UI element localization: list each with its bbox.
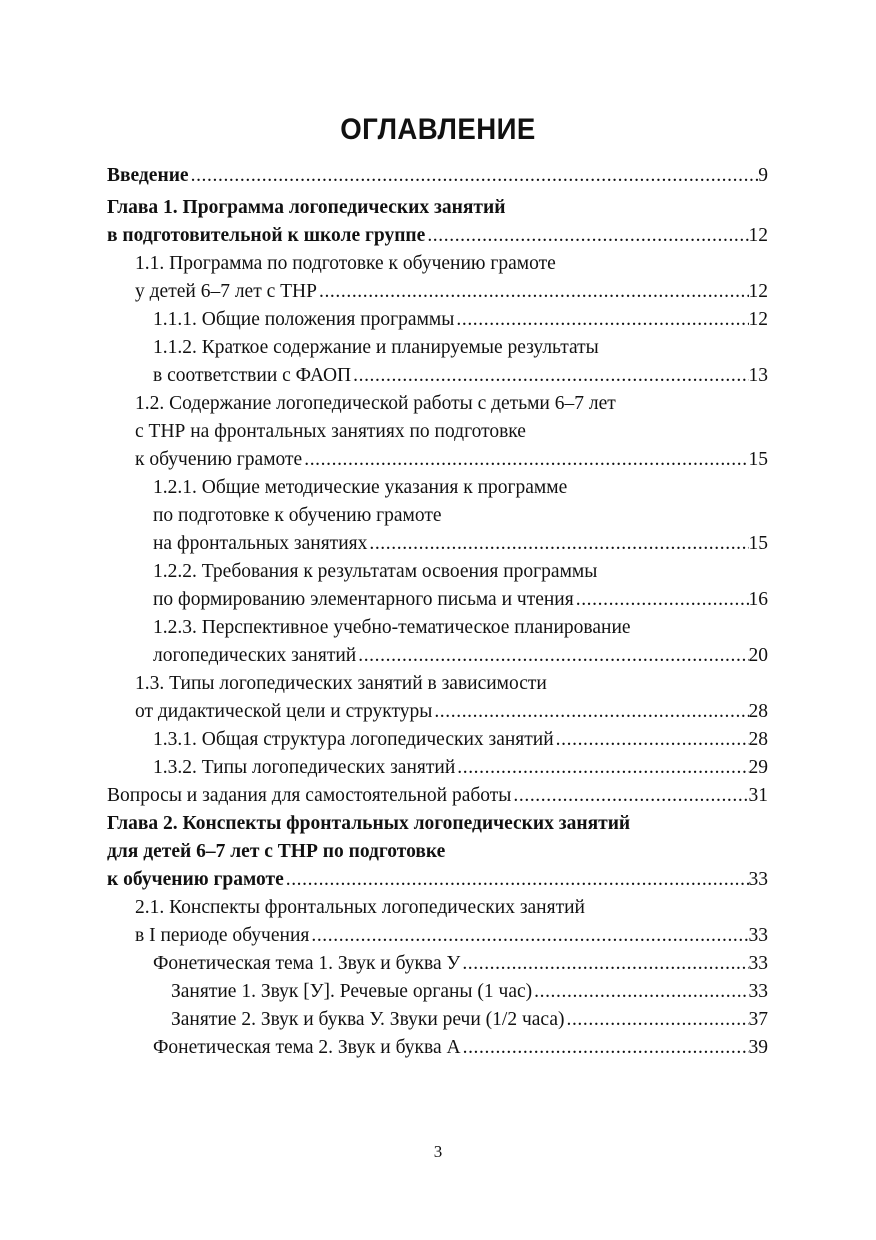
toc-entry[interactable] — [107, 1034, 768, 1062]
toc-entry-line: Глава 1. Программа логопедических занятий — [107, 197, 506, 218]
toc-page-number: 37 — [748, 1009, 768, 1030]
toc-entry[interactable] — [107, 162, 768, 190]
toc-entry-line: Занятие 1. Звук [У]. Речевые органы (1 час) — [171, 981, 533, 1002]
dot-leader — [532, 978, 748, 1006]
toc-entry-line: 1.2.2. Требования к результатам освоения программы — [153, 561, 598, 582]
toc-entry-row — [153, 1034, 768, 1062]
toc-page-number: 28 — [748, 701, 768, 722]
dot-leader — [189, 162, 759, 190]
toc-entry[interactable] — [107, 334, 768, 390]
dot-leader — [309, 922, 748, 950]
page-number: 3 — [433, 1142, 443, 1161]
toc-entry[interactable] — [107, 474, 768, 558]
toc-entry[interactable] — [107, 614, 768, 670]
toc-page-number: 33 — [748, 869, 768, 890]
toc-entry-line: логопедических занятий — [153, 645, 357, 666]
toc-entry[interactable] — [107, 250, 768, 306]
toc-entry-line: 1.3.1. Общая структура логопедических занятий — [153, 729, 554, 750]
toc-entry-line: 1.3.2. Типы логопедических занятий — [153, 757, 456, 778]
toc-entry-line: Фонетическая тема 1. Звук и буква У — [153, 953, 461, 974]
toc-entry-row — [153, 530, 768, 558]
toc-entry[interactable] — [107, 1006, 768, 1034]
toc-page-number: 9 — [758, 165, 768, 186]
toc-entry-row — [153, 586, 768, 614]
toc-page-number: 16 — [748, 589, 768, 610]
toc-entry-row — [135, 446, 768, 474]
toc-entry-line: на фронтальных занятиях — [153, 533, 368, 554]
toc-entry-row — [135, 278, 768, 306]
toc-entry[interactable] — [107, 978, 768, 1006]
toc-entry[interactable] — [107, 782, 768, 810]
toc-entry-line: в I периоде обучения — [135, 925, 310, 946]
toc-entry-row — [153, 726, 768, 754]
toc-entry-line: по подготовке к обучению грамоте — [153, 505, 442, 526]
dot-leader — [356, 642, 748, 670]
page-title: ОГЛАВЛЕНИЕ — [340, 113, 536, 146]
toc-page-number: 33 — [748, 953, 768, 974]
toc-page-number: 15 — [748, 449, 768, 470]
toc-page-number: 12 — [748, 281, 768, 302]
toc-page-number: 33 — [748, 981, 768, 1002]
toc-entry[interactable] — [107, 726, 768, 754]
toc-entry-line: для детей 6–7 лет с ТНР по подготовке — [107, 841, 446, 862]
toc-page-number: 28 — [748, 729, 768, 750]
toc-entry-row — [107, 782, 768, 810]
dot-leader — [455, 754, 748, 782]
toc-entry-row — [171, 978, 768, 1006]
toc-page-number: 12 — [748, 309, 768, 330]
toc-page-number: 31 — [748, 785, 768, 806]
dot-leader — [574, 586, 749, 614]
toc-entry-line: 1.3. Типы логопедических занятий в зависимости — [135, 673, 547, 694]
toc-entry-line: 1.1. Программа по подготовке к обучению грамоте — [135, 253, 556, 274]
dot-leader — [461, 1034, 749, 1062]
toc-entry-row — [107, 222, 768, 250]
dot-leader — [564, 1006, 748, 1034]
toc-entry[interactable] — [107, 754, 768, 782]
toc-entry[interactable] — [107, 810, 768, 894]
toc-entry-line: 1.2.1. Общие методические указания к программе — [153, 477, 568, 498]
dot-leader — [317, 278, 749, 306]
dot-leader — [425, 222, 748, 250]
toc-entry-line: Занятие 2. Звук и буква У. Звуки речи (1/2 часа) — [171, 1009, 565, 1030]
toc-page-number: 15 — [748, 533, 768, 554]
toc-entry-line: 1.1.1. Общие положения программы — [153, 309, 455, 330]
toc-entry-row — [171, 1006, 768, 1034]
toc-page-number: 20 — [748, 645, 768, 666]
toc-entry[interactable] — [107, 558, 768, 614]
toc-entry[interactable] — [107, 390, 768, 474]
toc-page-number: 13 — [748, 365, 768, 386]
toc-entry-row — [153, 950, 768, 978]
dot-leader — [284, 866, 749, 894]
toc-entry-row — [153, 754, 768, 782]
toc-entry-line: Вопросы и задания для самостоятельной работы — [107, 785, 512, 806]
dot-leader — [302, 446, 748, 474]
toc-entry-line: от дидактической цели и структуры — [135, 701, 433, 722]
toc-entry-row — [153, 642, 768, 670]
toc-page-number: 33 — [748, 925, 768, 946]
toc-entry-line: 1.2. Содержание логопедической работы с детьми 6–7 лет — [135, 393, 616, 414]
toc-entry-row — [107, 866, 768, 894]
toc-entry-line: Фонетическая тема 2. Звук и буква А — [153, 1037, 461, 1058]
toc-page-number: 39 — [748, 1037, 768, 1058]
toc-page-number: 12 — [748, 225, 768, 246]
toc-entry-line: 2.1. Конспекты фронтальных логопедических занятий — [135, 897, 585, 918]
toc-entry[interactable] — [107, 194, 768, 250]
toc-entry[interactable] — [107, 670, 768, 726]
dot-leader — [511, 782, 748, 810]
toc-entry-line: по формированию элементарного письма и чтения — [153, 589, 574, 610]
toc-page-number: 29 — [748, 757, 768, 778]
toc-entry-line: с ТНР на фронтальных занятиях по подготовке — [135, 421, 526, 442]
toc-entry[interactable] — [107, 950, 768, 978]
toc-entry-line: к обучению грамоте — [107, 869, 284, 890]
toc-entry-row — [107, 162, 768, 190]
toc-entry-line: у детей 6–7 лет с ТНР — [135, 281, 317, 302]
toc-entry-line: к обучению грамоте — [135, 449, 303, 470]
toc-entry-line: 1.1.2. Краткое содержание и планируемые результаты — [153, 337, 599, 358]
dot-leader — [554, 726, 749, 754]
toc-entry-row — [135, 698, 768, 726]
dot-leader — [432, 698, 748, 726]
table-of-contents — [107, 162, 768, 1062]
toc-entry[interactable] — [107, 894, 768, 950]
toc-entry-line: Введение — [107, 165, 189, 186]
toc-entry-line: Глава 2. Конспекты фронтальных логопедических занятий — [107, 813, 631, 834]
dot-leader — [460, 950, 748, 978]
toc-entry-line: в соответствии с ФАОП — [153, 365, 352, 386]
toc-entry-row — [135, 922, 768, 950]
toc-entry-row — [153, 362, 768, 390]
toc-entry-row — [153, 306, 768, 334]
toc-entry[interactable] — [107, 306, 768, 334]
toc-entry-line: 1.2.3. Перспективное учебно-тематическое планирование — [153, 617, 631, 638]
dot-leader — [367, 530, 748, 558]
dot-leader — [454, 306, 748, 334]
dot-leader — [351, 362, 748, 390]
toc-entry-line: в подготовительной к школе группе — [107, 225, 426, 246]
